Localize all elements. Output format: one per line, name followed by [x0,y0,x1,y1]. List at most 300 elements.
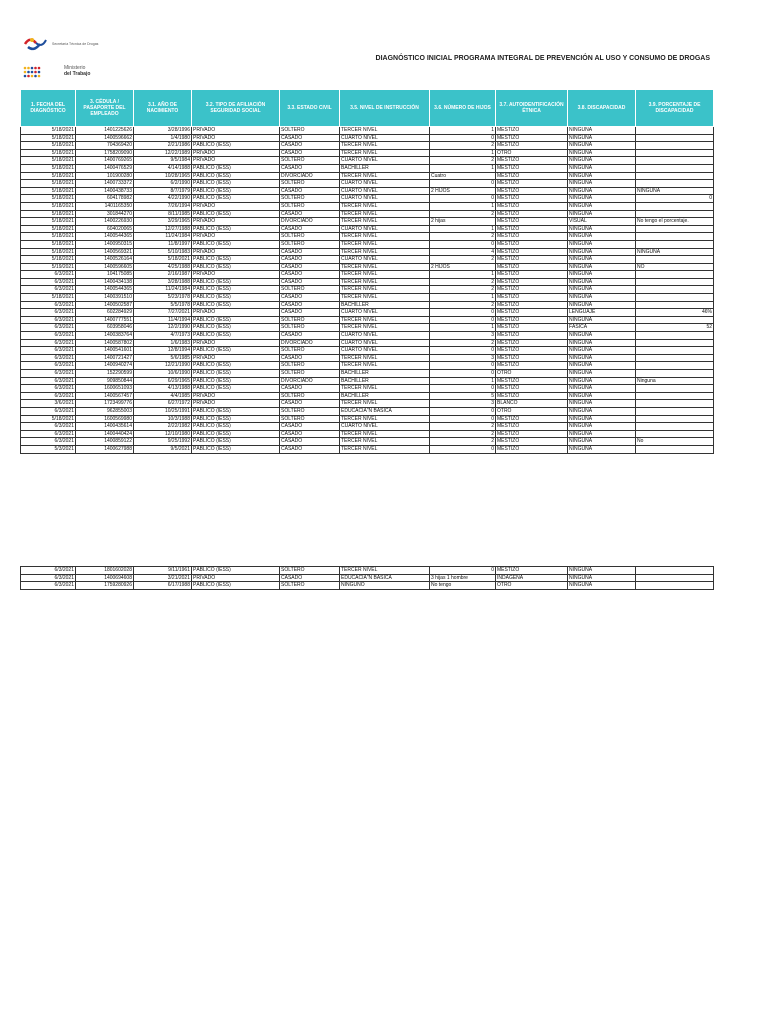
table-cell: 1400859122 [76,438,134,446]
table-cell: CASADO [280,445,340,453]
table-cell: OTRO [496,149,568,157]
table-cell: 2 [430,233,496,241]
table-cell: 1400733372 [76,180,134,188]
table-cell: 602284929 [76,309,134,317]
table-cell: CUARTO NIVEL [340,309,430,317]
table-cell: 6/17/1988 [134,582,192,590]
table-cell: NINGUNA [568,574,636,582]
table-cell: 3/28/1996 [134,127,192,135]
table-cell: VISUAL [568,218,636,226]
table-cell: CASADO [280,134,340,142]
table-cell: NINGUNA [636,187,714,195]
table-cell [636,157,714,165]
table-cell: MESTIZO [496,134,568,142]
table-cell: 2/16/1987 [134,271,192,279]
table-cell: BACHILLER [340,377,430,385]
table-cell [636,210,714,218]
table-cell: MESTIZO [496,309,568,317]
table-cell: 5/3/2021 [21,445,76,453]
table-cell: NINGUNA [568,301,636,309]
table-cell: PÃBLICO (IESS) [192,567,280,575]
table-cell: 2 [430,339,496,347]
table-cell [636,430,714,438]
table-cell: PÃBLICO (IESS) [192,332,280,340]
table-cell: 1401165350 [76,202,134,210]
table-cell: 5/10/1983 [134,248,192,256]
table-cell: BACHILLER [340,164,430,172]
column-header: 1. FECHA DEL DIAGNÓSTICO [21,90,76,127]
table-cell: CASADO [280,164,340,172]
table-cell: SOLTERO [280,202,340,210]
logo1-text: Secretaría Técnica de Drogas [52,42,99,46]
table-cell: MESTIZO [496,195,568,203]
table-row [21,210,714,218]
table-cell: CASADO [280,438,340,446]
table-cell: NINGUNA [568,157,636,165]
extra-table-body [21,567,714,590]
table-cell: 1 [430,149,496,157]
table-cell: 4/22/1990 [134,195,192,203]
table-cell: NINGUNA [568,430,636,438]
table-cell [636,347,714,355]
table-cell [636,582,714,590]
table-cell: BACHILLER [340,392,430,400]
table-cell [636,301,714,309]
table-cell: PRIVADO [192,392,280,400]
table-header-row [21,90,714,127]
table-cell: 1400544365 [76,286,134,294]
table-cell: 0 [430,180,496,188]
table-cell: CASADO [280,354,340,362]
table-cell: MESTIZO [496,286,568,294]
column-header: 3.9. PORCENTAJE DE DISCAPACIDAD [636,90,714,127]
table-cell: 2 HIJOS [430,187,496,195]
table-cell: PÃBLICO (IESS) [192,316,280,324]
table-cell: SOLTERO [280,316,340,324]
table-cell: 5/18/2021 [21,218,76,226]
table-cell: CASADO [280,309,340,317]
table-cell: 3/28/1988 [134,278,192,286]
table-cell: 3/29/1965 [134,218,192,226]
table-cell: 9/5/2021 [134,445,192,453]
table-cell: DIVORCIADO [280,339,340,347]
table-cell: 2 [430,438,496,446]
table-cell: 0 [430,134,496,142]
table-cell: 1 [430,164,496,172]
column-header: 3.5. NIVEL DE INSTRUCCIÓN [340,90,430,127]
table-cell: 1400476529 [76,164,134,172]
table-cell: TERCER NIVEL [340,567,430,575]
table-row [21,430,714,438]
table-cell: SOLTERO [280,567,340,575]
table-row [21,347,714,355]
table-cell: 5/18/2021 [21,127,76,135]
table-cell: OTRO [496,370,568,378]
table-row [21,195,714,203]
table-cell: 9/11/1961 [134,567,192,575]
table-cell: 6/3/2021 [21,309,76,317]
table-cell: 2/21/1986 [134,142,192,150]
table-cell: 1400596662 [76,134,134,142]
table-cell [636,407,714,415]
table-cell: 604178982 [76,195,134,203]
table-cell: 1400526164 [76,256,134,264]
table-cell: CASADO [280,332,340,340]
table-cell [636,278,714,286]
table-cell: 9/5/1984 [134,157,192,165]
table-cell: TERCER NIVEL [340,142,430,150]
table-cell [636,149,714,157]
table-cell: 5/18/2021 [21,294,76,302]
table-cell [636,286,714,294]
table-cell: CASADO [280,423,340,431]
table-cell: TERCER NIVEL [340,248,430,256]
table-cell [636,316,714,324]
table-cell: TERCER NIVEL [340,362,430,370]
table-cell [636,256,714,264]
table-cell: 1400587802 [76,339,134,347]
table-row [21,134,714,142]
table-cell: PÃBLICO (IESS) [192,142,280,150]
table-cell: NINGUNA [568,233,636,241]
table-cell: NINGUNA [568,438,636,446]
table-cell: TERCER NIVEL [340,430,430,438]
table-row [21,271,714,279]
table-cell: PRIVADO [192,271,280,279]
table-cell: 0 [430,362,496,370]
table-cell: MESTIZO [496,172,568,180]
table-cell: 1 [430,225,496,233]
table-cell: MESTIZO [496,362,568,370]
table-cell: PÃBLICO (IESS) [192,187,280,195]
table-cell: 604020065 [76,225,134,233]
table-cell: 2 [430,256,496,264]
table-cell: BACHILLER [340,370,430,378]
table-cell: MESTIZO [496,240,568,248]
table-cell: PRIVADO [192,400,280,408]
table-cell: 6/3/2021 [21,362,76,370]
table-cell: 1/4/1980 [134,134,192,142]
table-cell: CASADO [280,574,340,582]
table-cell [636,233,714,241]
table-cell: 0 [430,415,496,423]
table-cell: 2 [430,142,496,150]
table-cell [636,385,714,393]
table-cell: PÃBLICO (IESS) [192,377,280,385]
table-cell [636,271,714,279]
extra-rows-table [20,566,714,590]
table-cell: SOLTERO [280,286,340,294]
table-cell: 909850844 [76,377,134,385]
table-cell: PÃBLICO (IESS) [192,286,280,294]
table-cell: 6/29/1965 [134,377,192,385]
table-cell: 1600651093 [76,385,134,393]
table-cell: NINGUNA [568,240,636,248]
table-cell: PÃBLICO (IESS) [192,256,280,264]
table-row [21,339,714,347]
table-cell: 6/2/1990 [134,180,192,188]
table-row [21,400,714,408]
table-cell: 5 [430,392,496,400]
table-cell: 6/3/2021 [21,392,76,400]
table-cell: 5/18/2021 [21,233,76,241]
table-cell: TERCER NIVEL [340,202,430,210]
table-cell: 1 [430,377,496,385]
table-cell: 4/25/1988 [134,263,192,271]
table-cell: NINGUNA [568,286,636,294]
column-header: 3. CÉDULA / PASAPORTE DEL EMPLEADO [76,90,134,127]
table-row [21,445,714,453]
table-cell: PRIVADO [192,149,280,157]
table-cell: NINGUNA [568,256,636,264]
table-cell: 6/3/2021 [21,377,76,385]
table-cell: SOLTERO [280,233,340,241]
table-row [21,362,714,370]
table-cell: MESTIZO [496,271,568,279]
table-cell: 5/19/2021 [21,263,76,271]
table-cell: 5/18/2021 [21,240,76,248]
table-cell: 5/18/2021 [21,164,76,172]
table-cell: TERCER NIVEL [340,286,430,294]
table-cell: 6/3/2021 [21,385,76,393]
table-cell: MESTIZO [496,567,568,575]
table-row [21,582,714,590]
table-body [21,127,714,454]
table-cell: PÃBLICO (IESS) [192,210,280,218]
table-cell: CUARTO NIVEL [340,225,430,233]
table-row [21,218,714,226]
table-cell: NINGUNA [568,415,636,423]
table-row [21,157,714,165]
table-row [21,248,714,256]
table-cell: MESTIZO [496,415,568,423]
table-cell: 5/18/2021 [21,202,76,210]
table-cell: 1400541601 [76,347,134,355]
table-cell: MESTIZO [496,278,568,286]
table-cell: CUARTO NIVEL [340,332,430,340]
table-cell: 0 [430,385,496,393]
table-cell: 5/18/2021 [21,210,76,218]
table-cell: 5/6/1985 [134,354,192,362]
table-cell: TERCER NIVEL [340,172,430,180]
table-cell: MESTIZO [496,142,568,150]
table-cell: CASADO [280,301,340,309]
table-cell: 5/18/2021 [21,172,76,180]
table-cell: 5/18/2021 [21,142,76,150]
table-cell: TERCER NIVEL [340,354,430,362]
table-cell: NINGUNA [568,271,636,279]
table-cell: 6/27/1972 [134,400,192,408]
table-cell: 1400440424 [76,430,134,438]
table-cell [636,142,714,150]
table-cell: 1 [430,202,496,210]
table-cell: 6/3/2021 [21,423,76,431]
table-row [21,127,714,135]
table-cell: EDUCACIÃ“N BÃSICA [340,407,430,415]
table-cell: 1400721427 [76,354,134,362]
table-cell: BLANCO [496,400,568,408]
table-cell: CASADO [280,256,340,264]
diagnostic-table [20,89,714,454]
table-cell: 2 [430,423,496,431]
table-cell: MESTIZO [496,218,568,226]
table-cell: DIVORCIADO [280,218,340,226]
table-cell: NINGUNA [568,134,636,142]
table-cell: 1400438733 [76,187,134,195]
table-cell: PÃBLICO (IESS) [192,195,280,203]
table-cell: MESTIZO [496,180,568,188]
table-cell: 6/3/2021 [21,324,76,332]
table-cell: CASADO [280,263,340,271]
table-cell: 1400596605 [76,263,134,271]
table-cell: 3 hijas 1 hombre [430,574,496,582]
table-cell: No tengo el porcentaje. [636,218,714,226]
table-cell: OTRO [496,582,568,590]
table-cell: 9/25/1992 [134,438,192,446]
table-cell: PRIVADO [192,248,280,256]
table-cell: 0 [430,195,496,203]
column-header: 3.1. AÑO DE NACIMIENTO [134,90,192,127]
table-cell: SOLTERO [280,127,340,135]
table-cell: TERCER NIVEL [340,271,430,279]
table-cell: 2 [430,210,496,218]
table-cell: NINGUNA [568,172,636,180]
table-cell: 2 hijas [430,218,496,226]
table-cell: No [636,438,714,446]
table-cell: 1 [430,127,496,135]
table-cell: NINGUNA [568,248,636,256]
table-cell: 3 [430,354,496,362]
table-cell: 1400569321 [76,248,134,256]
table-cell: NINGUNA [568,423,636,431]
table-cell: 5/18/2021 [21,225,76,233]
table-cell: TERCER NIVEL [340,263,430,271]
table-row [21,567,714,575]
table-cell: 3 [430,332,496,340]
table-cell: 2 [430,286,496,294]
logo2-line2: del Trabajo [64,71,91,77]
table-cell: 1400435614 [76,423,134,431]
table-cell: SOLTERO [280,240,340,248]
table-cell [636,415,714,423]
table-cell: PÃBLICO (IESS) [192,225,280,233]
table-cell: CASADO [280,400,340,408]
table-cell: PRIVADO [192,233,280,241]
table-cell: 6/3/2021 [21,407,76,415]
table-cell: CASADO [280,271,340,279]
table-row [21,180,714,188]
table-cell: PÃBLICO (IESS) [192,430,280,438]
table-cell: SOLTERO [280,582,340,590]
table-cell: 5/18/2021 [21,157,76,165]
table-cell: 10/3/1988 [134,415,192,423]
table-cell: MESTIZO [496,347,568,355]
table-cell: NINGUNA [568,202,636,210]
table-cell: SOLTERO [280,195,340,203]
table-cell: 6/3/2021 [21,316,76,324]
table-cell: SOLTERO [280,370,340,378]
table-cell: 2 [430,278,496,286]
table-cell [636,134,714,142]
logos [22,34,102,84]
table-cell: NINGUNA [568,377,636,385]
table-cell: TERCER NIVEL [340,233,430,241]
table-cell: CASADO [280,142,340,150]
table-cell: MESTIZO [496,324,568,332]
table-cell: TERCER NIVEL [340,438,430,446]
table-cell: 1400502587 [76,301,134,309]
table-row [21,149,714,157]
table-cell [636,362,714,370]
table-cell: 10/6/1990 [134,370,192,378]
table-row [21,377,714,385]
table-row [21,278,714,286]
table-cell: PRIVADO [192,134,280,142]
table-cell: PÃBLICO (IESS) [192,407,280,415]
table-cell: SOLTERO [280,407,340,415]
table-cell: 1400769265 [76,157,134,165]
table-cell [636,392,714,400]
table-cell: NINGUNA [568,294,636,302]
table-cell: 603958046 [76,324,134,332]
table-cell: PÃBLICO (IESS) [192,347,280,355]
table-cell: CASADO [280,278,340,286]
table-cell: 6/3/2021 [21,370,76,378]
table-cell: 962855003 [76,407,134,415]
table-cell: 11/4/1994 [134,316,192,324]
table-cell: 0 [430,309,496,317]
table-row [21,172,714,180]
table-row [21,294,714,302]
table-cell: 11/24/1984 [134,233,192,241]
table-cell: SOLTERO [280,415,340,423]
table-cell: CUARTO NIVEL [340,157,430,165]
table-cell: MESTIZO [496,377,568,385]
table-cell: CASADO [280,248,340,256]
table-cell: OTRO [496,407,568,415]
table-cell: 12/22/1989 [134,149,192,157]
table-cell: MESTIZO [496,316,568,324]
table-cell [636,180,714,188]
table-cell: NINGUNA [568,339,636,347]
table-cell: 704369420 [76,142,134,150]
table-cell [636,164,714,172]
table-row [21,370,714,378]
table-row [21,240,714,248]
table-cell: 3 [430,400,496,408]
table-cell: NINGUNA [568,127,636,135]
table-cell: MESTIZO [496,301,568,309]
table-cell: 2/22/1982 [134,423,192,431]
table-row [21,385,714,393]
table-cell [636,354,714,362]
table-cell: BACHILLER [340,301,430,309]
table-cell: 1 [430,294,496,302]
column-header: 3.2. TIPO DE AFILIACIÓN SEGURIDAD SOCIAL [192,90,280,127]
table-cell: MESTIZO [496,164,568,172]
table-cell [636,172,714,180]
table-cell [636,294,714,302]
table-cell: CUARTO NIVEL [340,180,430,188]
table-cell: 46% [636,309,714,317]
table-cell: CASADO [280,294,340,302]
table-cell: 6/3/2021 [21,301,76,309]
table-cell: PRIVADO [192,127,280,135]
table-cell: MESTIZO [496,187,568,195]
table-cell: 3/21/2021 [134,574,192,582]
table-cell: INDÃGENA [496,574,568,582]
table-cell: 8/7/1979 [134,187,192,195]
